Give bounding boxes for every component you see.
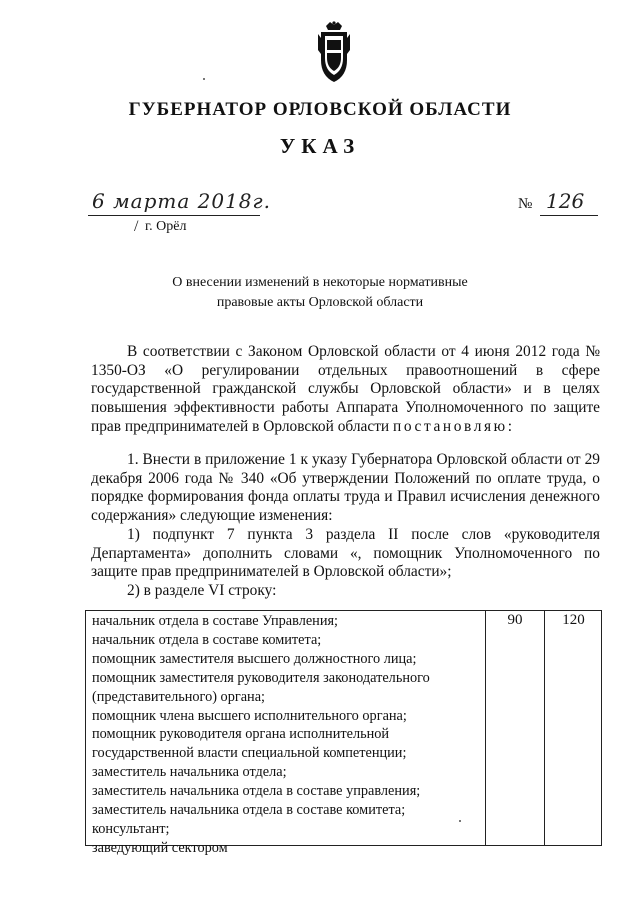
preamble-text: В соответствии с Законом Орловской области от 4 июня 2012 года № 1350-ОЗ «О регулировании отдельных правоотношений в сфере государственной гражданской службы Орловской области» и в целях повышения эффективности работы Аппарата Уполномоченного по защите прав предпринимателей в Орловской области (91, 343, 600, 435)
positions-table (85, 610, 602, 856)
item-1-block (91, 451, 600, 601)
position-line: начальник отдела в составе комитета; (92, 631, 322, 648)
decree-number: 126 (546, 189, 585, 213)
date-underline (88, 215, 260, 216)
position-line: заместитель начальника отдела в составе управления; (92, 783, 421, 800)
positions-cell (92, 612, 482, 858)
scan-speck (203, 78, 205, 80)
position-line: государственной власти специальной компетенции; (92, 745, 407, 762)
position-line: заместитель начальника отдела в составе комитета; (92, 802, 406, 819)
value-max-cell: 120 (562, 612, 585, 628)
coat-of-arms-icon (314, 20, 354, 84)
decree-subject (0, 273, 640, 313)
value-min-cell: 90 (507, 612, 523, 628)
decree-word: постановляю: (393, 417, 515, 435)
position-line: (представительного) органа; (92, 688, 266, 705)
item-1-intro: 1. Внести в приложение 1 к указу Губернатора Орловской области от 29 декабря 2006 года № 340 «Об утверждении Положений по оплате труда, о порядке формирования фонда оплаты труда и Правил исчисления денежного содержания» следующие изменения: (91, 451, 600, 525)
position-line: помощник руководителя органа исполнительной (92, 726, 390, 743)
position-line: консультант; (92, 820, 170, 837)
decree-number-label: № (518, 196, 533, 212)
decree-city: г. Орёл (145, 219, 187, 234)
item-1-sub-2: 2) в разделе VI строку: (127, 581, 277, 599)
table-divider (485, 610, 486, 846)
decree-heading: УКАЗ (279, 134, 361, 158)
subject-line-2: правовые акты Орловской области (216, 295, 424, 310)
position-line: помощник члена высшего исполнительного органа; (92, 707, 407, 724)
governor-title: ГУБЕРНАТОР ОРЛОВСКОЙ ОБЛАСТИ (128, 99, 512, 120)
city-mark: / (134, 218, 139, 235)
item-1-sub-1: 1) подпункт 7 пункта 3 раздела II после слов «руководителя Департамента» дополнить словами «, помощник Уполномоченного по защите прав предпринимателей в Орловской области»; (91, 525, 600, 581)
scan-speck (459, 820, 461, 822)
position-line: помощник заместителя руководителя законодательного (92, 669, 430, 686)
position-line: заведующий сектором (92, 839, 228, 856)
preamble-paragraph (91, 343, 600, 437)
position-line: помощник заместителя высшего должностного лица; (92, 650, 417, 667)
table-divider (544, 610, 545, 846)
position-line: начальник отдела в составе Управления; (92, 613, 339, 629)
subject-line-1: О внесении изменений в некоторые нормативные (172, 275, 468, 290)
number-underline (540, 215, 598, 216)
decree-date: 6 марта 2018г. (92, 189, 271, 213)
position-line: заместитель начальника отдела; (92, 764, 287, 781)
